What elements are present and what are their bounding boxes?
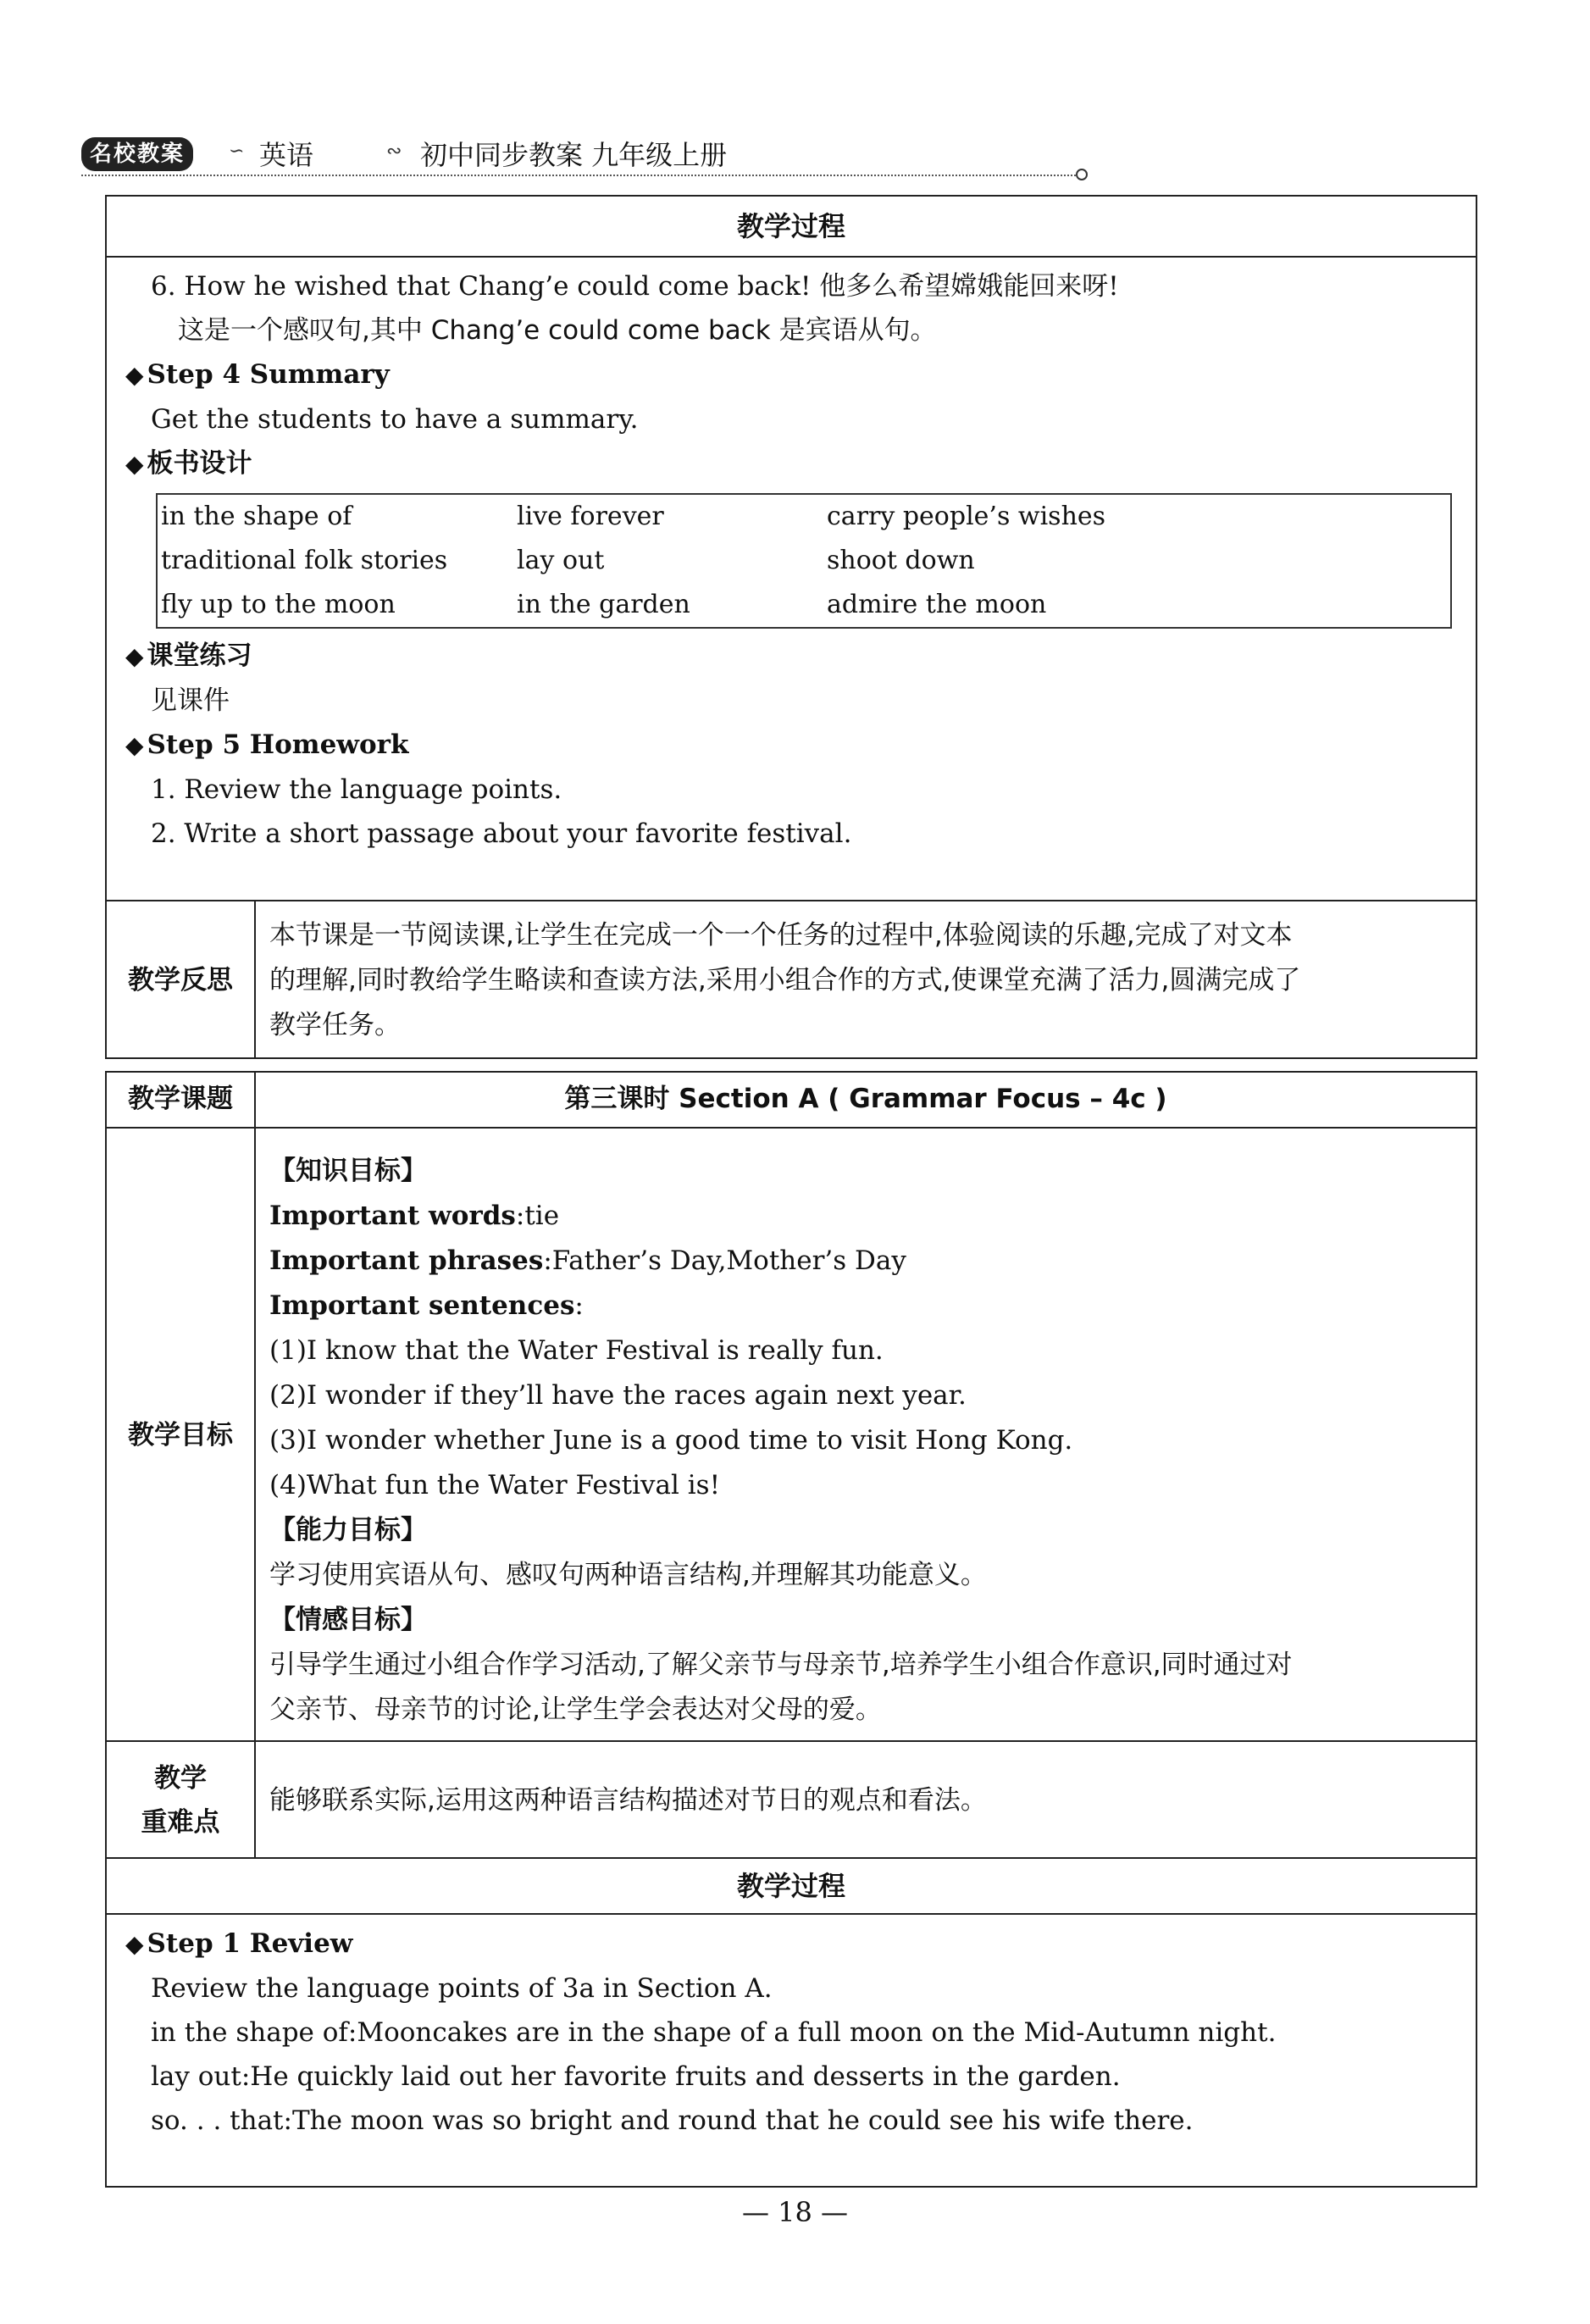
step-1-line: so. . . that:The moon was so bright and round that he could see his wife there. bbox=[151, 2105, 1194, 2136]
important-words: Important words:tie bbox=[269, 1201, 560, 1231]
board-cell: admire the moon bbox=[827, 590, 1047, 619]
goals-row bbox=[107, 1127, 1476, 1742]
diamond-icon: ◆ bbox=[125, 450, 144, 478]
lesson-plan-box-2 bbox=[105, 1071, 1477, 2188]
board-cell: shoot down bbox=[827, 546, 975, 575]
step-5-heading: ◆ Step 5 Homework bbox=[125, 729, 409, 760]
board-design-table bbox=[156, 493, 1452, 629]
important-sentences: Important sentences: bbox=[269, 1290, 584, 1321]
emotion-text: 引导学生通过小组合作学习活动,了解父亲节与母亲节,培养学生小组合作意识,同时通过对 bbox=[269, 1650, 1293, 1680]
step-4-text: Get the students to have a summary. bbox=[151, 404, 639, 435]
diamond-icon: ◆ bbox=[125, 731, 144, 759]
sentence-item: (2)I wonder if they’ll have the races again next year. bbox=[269, 1380, 967, 1411]
sentence-item: (1)I know that the Water Festival is really fun. bbox=[269, 1335, 884, 1366]
item-6-note: 这是一个感叹句,其中 Chang’e could come back 是宾语从句。 bbox=[178, 315, 937, 346]
header-title: 初中同步教案 九年级上册 bbox=[420, 139, 728, 171]
step-1-heading: ◆ Step 1 Review bbox=[125, 1928, 353, 1959]
section-title: 教学过程 bbox=[107, 1859, 1476, 1915]
key-points-label: 教学 重难点 bbox=[107, 1742, 256, 1859]
topic-row bbox=[107, 1071, 1476, 1127]
practice-heading: ◆ 课堂练习 bbox=[125, 641, 252, 671]
board-cell: carry people’s wishes bbox=[827, 502, 1106, 531]
reflection-text: 本节课是一节阅读课,让学生在完成一个一个任务的过程中,体验阅读的乐趣,完成了对文本 的理解,同时教给学生略读和查读方法,采用小组合作的方式,使课堂充满了活力,圆满完成了 教学任务。 bbox=[269, 920, 1301, 1040]
item-6: 6. How he wished that Chang’e could come back! 他多么希望嫦娥能回来呀! bbox=[151, 271, 1119, 302]
board-heading: ◆ 板书设计 bbox=[125, 448, 252, 479]
teaching-process-box-1 bbox=[105, 195, 1477, 1059]
board-cell: live forever bbox=[517, 502, 664, 531]
step-1-content bbox=[107, 1915, 1476, 2143]
emotion-text: 父亲节、母亲节的讨论,让学生学会表达对父母的爱。 bbox=[269, 1694, 882, 1725]
process-section bbox=[107, 1857, 1476, 2143]
emotion-heading: 【情感目标】 bbox=[269, 1605, 427, 1635]
page-number: — 18 — bbox=[741, 2196, 849, 2228]
board-cell: lay out bbox=[517, 546, 605, 575]
section-title: 教学过程 bbox=[107, 197, 1476, 258]
ability-text: 学习使用宾语从句、感叹句两种语言结构,并理解其功能意义。 bbox=[269, 1560, 987, 1590]
key-points-row bbox=[107, 1740, 1476, 1859]
board-cell: traditional folk stories bbox=[161, 546, 448, 575]
header-subject: 英语 bbox=[259, 139, 314, 171]
process-content bbox=[107, 258, 1476, 856]
step-1-line: in the shape of:Mooncakes are in the shape of a full moon on the Mid-Autumn night. bbox=[151, 2017, 1277, 2048]
goals-content bbox=[256, 1129, 1476, 1742]
sentence-item: (4)What fun the Water Festival is! bbox=[269, 1470, 721, 1500]
topic-value: 第三课时 Section A ( Grammar Focus – 4c ) bbox=[564, 1084, 1167, 1114]
knowledge-heading: 【知识目标】 bbox=[269, 1156, 427, 1186]
ornament-right-icon: ∾ bbox=[386, 141, 402, 162]
board-cell: in the garden bbox=[517, 590, 690, 619]
reflection-label: 教学反思 bbox=[107, 901, 256, 1059]
step-1-line: Review the language points of 3a in Section A. bbox=[151, 1973, 773, 2004]
topic-label: 教学课题 bbox=[107, 1071, 256, 1127]
step-1-line: lay out:He quickly laid out her favorite fruits and desserts in the garden. bbox=[151, 2061, 1121, 2092]
practice-text: 见课件 bbox=[151, 685, 230, 716]
diamond-icon: ◆ bbox=[125, 1930, 144, 1958]
header-dot-icon bbox=[1076, 169, 1088, 180]
diamond-icon: ◆ bbox=[125, 361, 144, 389]
important-phrases: Important phrases:Father’s Day,Mother’s Day bbox=[269, 1245, 906, 1276]
step-4-heading: ◆ Step 4 Summary bbox=[125, 359, 390, 390]
board-cell: in the shape of bbox=[161, 502, 352, 531]
ornament-left-icon: ∽ bbox=[229, 141, 245, 162]
sentence-item: (3)I wonder whether June is a good time to visit Hong Kong. bbox=[269, 1425, 1073, 1456]
reflection-row bbox=[107, 900, 1476, 1059]
page-header bbox=[81, 130, 1083, 176]
logo: 名校教案 bbox=[81, 137, 193, 171]
homework-item: 1. Review the language points. bbox=[151, 774, 562, 805]
key-points-text: 能够联系实际,运用这两种语言结构描述对节日的观点和看法。 bbox=[269, 1784, 987, 1816]
homework-item: 2. Write a short passage about your favorite festival. bbox=[151, 818, 852, 849]
goals-label: 教学目标 bbox=[107, 1129, 256, 1742]
ability-heading: 【能力目标】 bbox=[269, 1515, 427, 1545]
board-cell: fly up to the moon bbox=[161, 590, 396, 619]
diamond-icon: ◆ bbox=[125, 642, 144, 670]
